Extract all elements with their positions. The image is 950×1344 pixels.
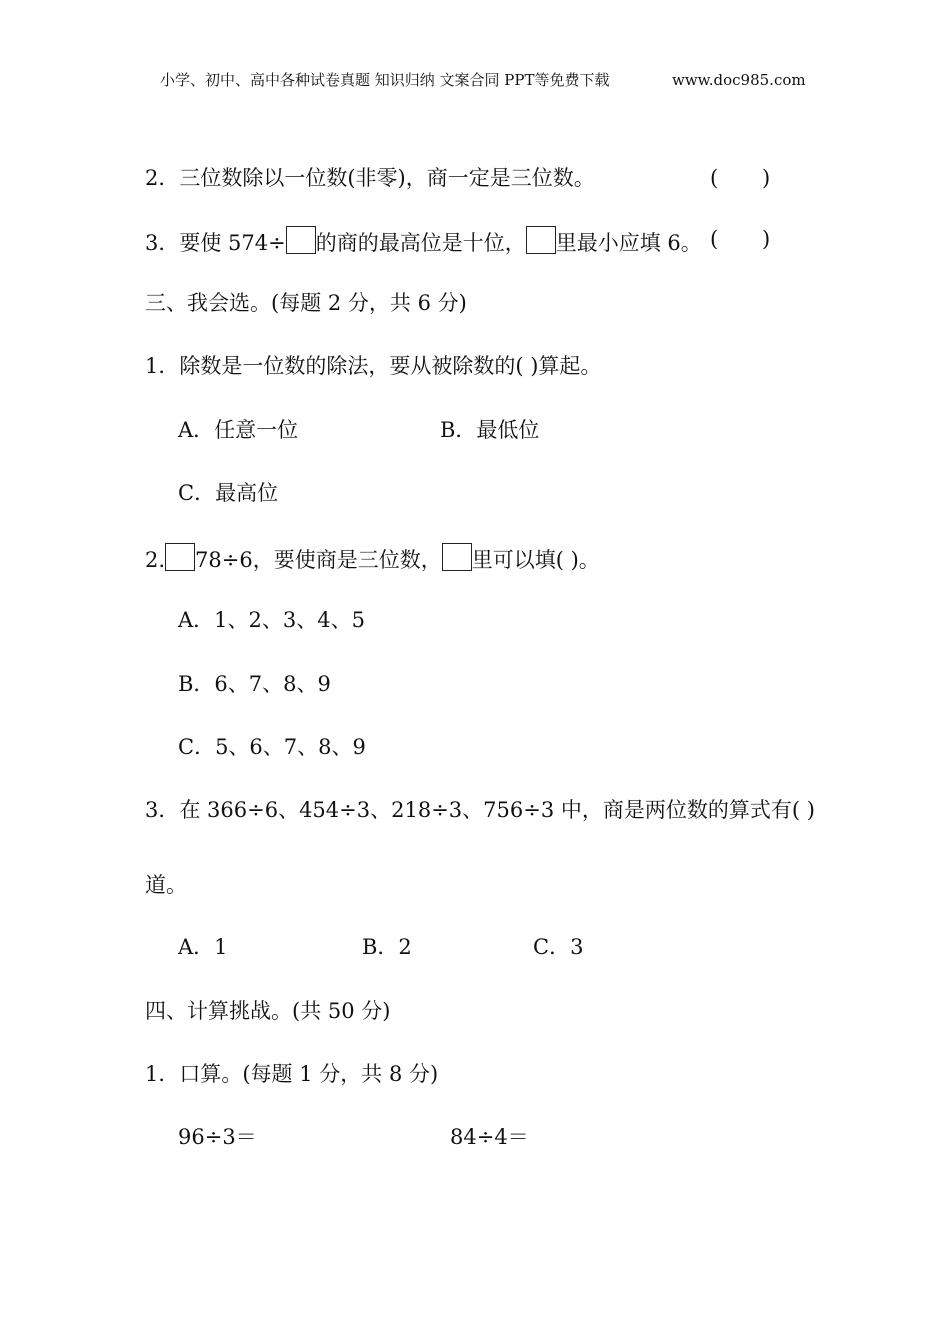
section3-title: 三、我会选。(每题 2 分，共 6 分) (145, 291, 467, 315)
s3-q1-option-b: B．最低位 (440, 418, 540, 442)
judge-q3-paren-close: ) (762, 227, 771, 251)
judge-q2-paren-close: ) (762, 166, 771, 190)
s3-q2-stem (145, 543, 600, 573)
s3-q2-option-c: C．5、6、7、8、9 (178, 735, 366, 759)
s3-q3-stem: 3．在 366÷6、454÷3、218÷3、756÷3 中，商是两位数的算式有( ) (145, 798, 815, 822)
s3-q1-option-a: A．任意一位 (178, 418, 299, 442)
s3-q2-tail: 里可以填( )。 (471, 548, 600, 572)
s3-q1-stem: 1．除数是一位数的除法，要从被除数的( )算起。 (145, 354, 602, 378)
s3-q3-continuation: 道。 (145, 873, 187, 897)
s3-q2-option-a: A．1、2、3、4、5 (178, 608, 365, 632)
s3-q2-mid: 78÷6，要使商是三位数， (195, 548, 442, 572)
s3-q1-option-c: C．最高位 (178, 481, 279, 505)
answer-box (165, 543, 195, 571)
answer-box (526, 226, 556, 254)
header-left: 小学、初中、高中各种试卷真题 知识归纳 文案合同 PPT等免费下载 (160, 71, 610, 89)
s3-q3-option-c: C．3 (533, 935, 584, 959)
header-site: www.doc985.com (672, 71, 806, 89)
calc-item-1: 96÷3＝ (178, 1125, 257, 1149)
s3-q3-option-b: B．2 (362, 935, 412, 959)
answer-box (442, 543, 472, 571)
section4-title: 四、计算挑战。(共 50 分) (145, 999, 391, 1023)
s3-q3-option-a: A．1 (178, 935, 228, 959)
judge-q3-paren-open: ( (710, 227, 719, 251)
s3-q2-prefix: 2. (145, 548, 166, 572)
judge-q3-part-c: 里最小应填 6。 (555, 231, 702, 255)
judge-q3-part-b: 的商的最高位是十位， (315, 231, 526, 255)
judge-q2-text: 2．三位数除以一位数(非零)，商一定是三位数。 (145, 166, 595, 190)
judge-q3-part-a: 3．要使 574÷ (145, 231, 286, 255)
calc-item-2: 84÷4＝ (450, 1125, 529, 1149)
s3-q2-option-b: B．6、7、8、9 (178, 672, 331, 696)
answer-box (286, 226, 316, 254)
judge-q2-paren-open: ( (710, 166, 719, 190)
s4-sub1: 1．口算。(每题 1 分，共 8 分) (145, 1062, 439, 1086)
judge-q3 (145, 226, 702, 256)
